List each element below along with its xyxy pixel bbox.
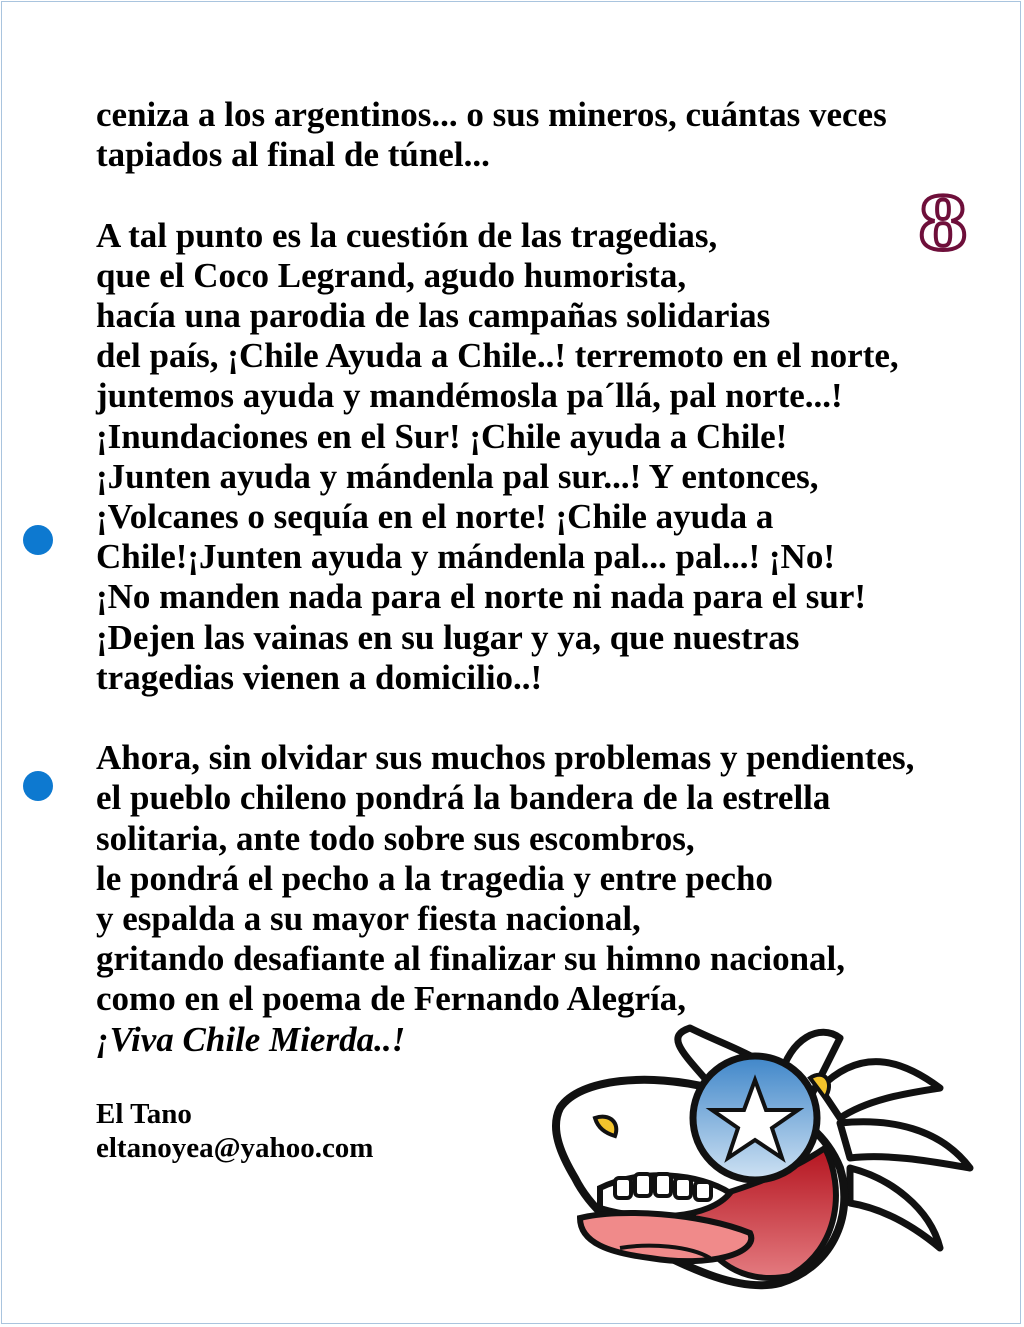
text-line: tapiados al final de túnel... <box>96 135 490 175</box>
text-line: ¡Dejen las vainas en su lugar y ya, que nuestras <box>96 617 800 657</box>
text-line: ¡Inundaciones en el Sur! ¡Chile ayuda a Chile! <box>96 416 788 456</box>
text-line: hacía una parodia de las campañas solidarias <box>96 296 771 335</box>
binder-hole-icon <box>23 525 53 555</box>
text-line: ¡No manden nada para el norte ni nada para el sur! <box>96 577 867 617</box>
text-line: gritando desafiante al finalizar su himno nacional, <box>96 939 846 979</box>
text-line: y espalda a su mayor fiesta nacional, <box>96 899 641 939</box>
text-line: el pueblo chileno pondrá la bandera de la estrella <box>96 778 831 818</box>
text-line: ceniza a los argentinos... o sus mineros, cuántas veces <box>96 95 887 134</box>
author-email: eltanoyea@yahoo.com <box>96 1132 374 1164</box>
text-line: que el Coco Legrand, agudo humorista, <box>96 255 687 295</box>
text-line: del país, ¡Chile Ayuda a Chile..! terremoto en el norte, <box>96 336 899 376</box>
paragraph-gap <box>96 698 996 738</box>
binder-hole-icon <box>23 771 53 801</box>
closing-line: ¡Viva Chile Mierda..! <box>96 1019 406 1059</box>
text-line: juntemos ayuda y mandémosla pa´llá, pal norte...! <box>96 376 843 416</box>
text-line: A tal punto es la cuestión de las tragedias, <box>96 215 718 255</box>
text-line: Ahora, sin olvidar sus muchos problemas y pendientes, <box>96 738 915 778</box>
text-line: ¡Junten ayuda y mándenla pal sur...! Y entonces, <box>96 456 819 496</box>
paragraph-gap <box>96 175 996 215</box>
page-number: 8 <box>918 181 969 266</box>
text-line: tragedias vienen a domicilio..! <box>96 657 543 697</box>
text-line: Chile!¡Junten ayuda y mándenla pal... pal...! ¡No! <box>96 537 835 577</box>
text-line: ¡Volcanes o sequía en el norte! ¡Chile ayuda a <box>96 497 774 537</box>
chilean-flag-horse-head-icon <box>540 1018 980 1298</box>
text-line: solitaria, ante todo sobre sus escombros, <box>96 818 695 858</box>
author-name: El Tano <box>96 1098 192 1130</box>
signature-block <box>96 1097 373 1165</box>
text-line: le pondrá el pecho a la tragedia y entre pecho <box>96 858 773 898</box>
article-body <box>96 95 996 1060</box>
text-line: como en el poema de Fernando Alegría, <box>96 979 687 1019</box>
